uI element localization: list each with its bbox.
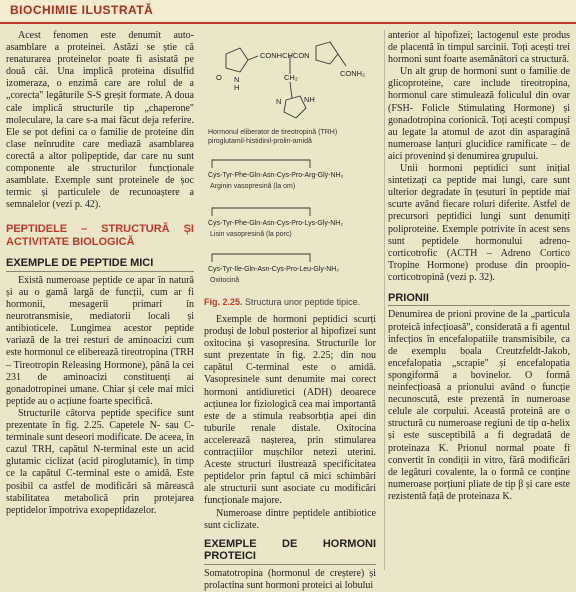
paragraph: Acest fenomen este denumit auto-asamblare a proteinei. Astăzi se știe că renaturarea proteinelor poate fi asistată pe două căi. Una implică proteina disulfid izomeraza, o enzimă care are rolul de a „corecta" legăturile S-S greșit formate. A doua cale implică structurile tip „chaperone" moleculare, la care s-a mai făcut deja referire. Ele se pot defini ca o familie de proteine din clase neînrudite care mediază asamblarea corectă a altor polipeptide, dar care nu sunt componente ale structurilor funcționale asamblate. Exemple sunt proteinele de șoc termic și particulele de recunoaștere a semnalelor (vezi p. 42).: [6, 30, 194, 211]
paragraph: Structurile câtorva peptide specifice sunt prezentate în fig. 2.25. Capetele N- sau C-terminale sunt deseori modificate. De aceea, în cazul TRH, capătul N-terminal este un acid glutamic ciclizat (acid piroglutamic), în timp ce la capătul C-terminal este o amidă. Este posibil ca astfel de modificări să mărească stabilitatea metabolică prin protejarea peptidelor împotriva exopeptidazelor.: [6, 407, 194, 516]
chem-label: N: [234, 75, 240, 84]
chem-label: O: [216, 73, 222, 82]
sequence-arginine-vasopressin: Cys-Tyr-Phe-Gln-Asn-Cys-Pro-Arg-Gly-NH₂: [208, 172, 344, 179]
chem-label: N: [276, 97, 282, 106]
paragraph: Unii hormoni peptidici sunt inițial sintetizați ca peptide mai lungi, care sunt ulterior degradate în țesuturi în peptide mai scurte având fiecare roluri diferite. Astfel de precursori peptidici lungi sunt denumiți poliproteine. Exemple potrivite în acest sens sunt peptidele hormonului adreno-corticotrofic (ACTH – Adreno Cortico Tropine Hormone) produse din proopio-corticotropină (vezi p. 32).: [388, 163, 570, 283]
chem-label: NH: [304, 95, 315, 104]
chem-label: CH₂: [284, 73, 298, 82]
paragraph: Somatotropina (hormonul de creștere) și prolactina sunt hormoni proteici ai lobului: [204, 567, 376, 591]
column-middle-text: [204, 314, 376, 592]
running-title: BIOCHIMIE ILUSTRATĂ: [10, 3, 154, 17]
figure-caption: [204, 296, 376, 308]
paragraph: anterior al hipofizei; lactogenul este produs de placentă în timpul sarcinii. Toți acești trei hormoni sunt foarte asemănători ca structură.: [388, 30, 570, 66]
trh-subname: piroglutamil-histidinil-prolin-amidă: [208, 138, 312, 145]
bond: [290, 82, 292, 98]
paragraph: Exemple de hormoni peptidici scurți produși de lobul posterior al hipofizei sunt oxitocina și vasopresina. Structurile lor sunt prezentate în fig. 2.25; din nou capătul C-terminal este o amidă. Vasopresinele sunt denumite mai corect hormoni antidiuretici (ADH) deoarece acțiunea lor fiziologică cea mai importantă este de a stimula reabsorbția apei din tuburile renale distale. Oxitocina accelerează nașterea, prin stimularea contracțiilor mușchilor netezi uterini. Aceste structuri ilustrează specificitatea peptidelor prin faptul că mici schimbări ale structurii sunt asociate cu modificări funcționale majore.: [204, 314, 376, 507]
chem-label: CONH₂: [340, 69, 365, 78]
figure-2-25: [204, 30, 376, 295]
sequence-oxytocin: Cys-Tyr-Ile-Gln-Asn-Cys-Pro-Leu-Gly-NH₂: [208, 266, 340, 273]
sequence-label: Arginin vasopresină (la om): [210, 183, 296, 190]
peptide-structures-figure: [204, 30, 376, 295]
paragraph: Există numeroase peptide ce apar în natură și au o gamă largă de funcții, cum ar fi hormonii, mesagerii primari în neurotransmisie, mediatorii locali și antibioticele. Lungimea acestor peptide variază de la trei resturi de aminoacizi cum este hormonul ce eliberează tireotropina (TRH – Tireotropin Releasing Hormone), până la cei 231 de aminoacizi constituenți ai gonadotropinei umane. Chiar și cele mai mici peptide au o acțiune foarte specifică.: [6, 274, 194, 407]
disulfide-bridge: [212, 208, 310, 216]
proline-ring: [316, 42, 338, 64]
sequence-label: Oxitocină: [210, 277, 240, 284]
pyroglutamyl-ring: [226, 48, 248, 72]
disulfide-bridge: [212, 160, 310, 168]
sequence-label: Lisin vasopresină (la porc): [210, 231, 292, 238]
column-left: [6, 30, 194, 517]
paragraph: Un alt grup de hormoni sunt o familie de glicoproteine, care include tireotropina, hormonul care stimulează foliculul din ovar (FSH- Folicle Stimulating Hormone) și gonadotropina corionică. Toți acești compuși au legate la atomul de azot din asparagină numeroase lanțuri glucidice ramificate – de aici provenind și denumirea grupului.: [388, 66, 570, 162]
chem-label: H: [234, 83, 240, 92]
imidazole-ring: [284, 96, 306, 118]
trh-name: Hormonul eliberator de tireotropină (TRH): [208, 129, 338, 136]
column-divider: [384, 30, 385, 570]
paragraph: Numeroase dintre peptidele antibiotice sunt ciclizate.: [204, 507, 376, 531]
subsection-title: EXEMPLE DE HORMONI PROTEICI: [204, 538, 376, 565]
figure-number: Fig. 2.25.: [204, 297, 243, 307]
page-header: [0, 0, 576, 24]
figure-caption-text: Structura unor peptide tipice.: [245, 297, 361, 307]
column-right: [388, 30, 570, 503]
bond: [338, 54, 346, 66]
subsection-title: EXEMPLE DE PEPTIDE MICI: [6, 257, 194, 272]
subsection-title: PRIONII: [388, 292, 570, 307]
disulfide-bridge: [212, 254, 310, 262]
bond: [248, 56, 258, 60]
paragraph: Denumirea de prioni provine de la „particula proteică infecțioasă", considerată a fi agentul infecțios în encefalopatiile transmisibile, ca de exemplu boala Creutzfeldt-Jakob, encefalopatia „scrapie" și encefalopatia spongiformă a bovinelor. O formă neinfecțioasă a prionului având o funcție necunoscută, este prezentă în numeroase celule ale corpului. Această proteină are o structură cu numeroase regiuni de tip α-helix și este susceptibilă a fi degradată de proteinaza K. Prionul normal poate fi convertit în condiții in vitro, fără modificări de legături covalente, la o formă ce conține numeroase porțiuni pliate de tip β și care este rezistentă față de proteinaza K.: [388, 309, 570, 502]
chem-label: CONHCHCON: [260, 51, 310, 60]
section-title: PEPTIDELE – STRUCTURĂ ȘI ACTIVITATE BIOLOGICĂ: [6, 223, 194, 248]
sequence-lysine-vasopressin: Cys-Tyr-Phe-Gln-Asn-Cys-Pro-Lys-Gly-NH₂: [208, 220, 344, 227]
